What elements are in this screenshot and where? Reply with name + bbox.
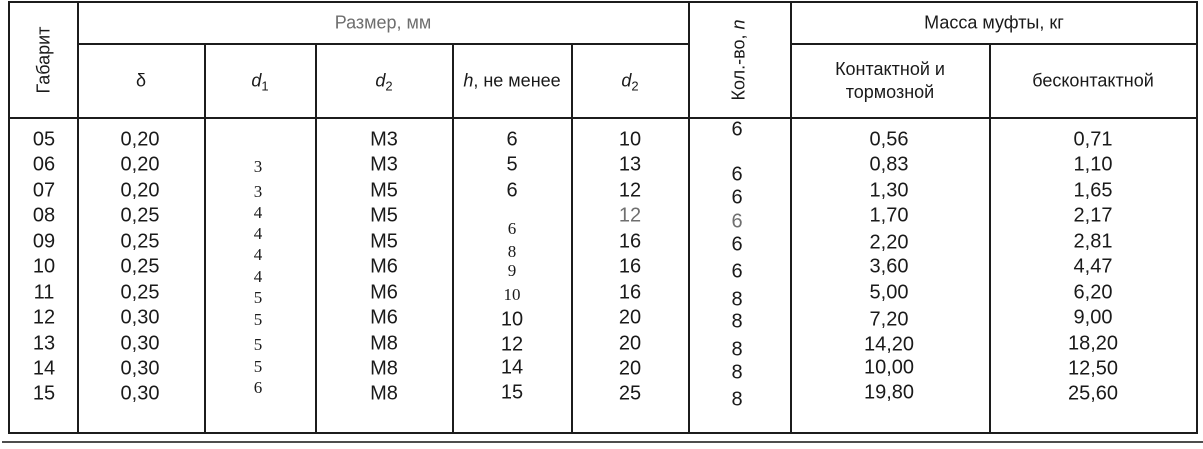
cell-col_delta-6: 0,25 (120, 281, 160, 304)
cell-col_delta-5: 0,25 (120, 255, 160, 278)
cell-col_d2-5: M6 (370, 255, 398, 278)
cell-rows_gabarit-4: 09 (32, 230, 56, 253)
cell-col_mass_contactless-1: 1,10 (1073, 153, 1113, 176)
cell-col_mass_contactless-2: 1,65 (1073, 179, 1113, 202)
header-size-sub-0 (136, 71, 146, 92)
cell-col_d2b-9: 20 (618, 357, 642, 380)
header-sub-subscript: 1 (261, 78, 269, 94)
cell-col_d1-3: 4 (253, 224, 263, 243)
cell-col_mass_contact-2: 1,30 (869, 179, 909, 202)
cell-col_mass_contact-4: 2,20 (869, 231, 909, 254)
cell-col_qty-7: 8 (731, 310, 743, 333)
header-mass-sub-line: тормозной (845, 82, 935, 102)
cell-col_qty-0: 6 (731, 118, 743, 141)
header-mass-sub-line: бесконтактной (1032, 70, 1154, 91)
header-sub-main: δ (135, 70, 147, 91)
header-gabarit: Габарит (33, 26, 54, 94)
cell-col_qty-3: 6 (731, 210, 743, 233)
header-size-sub-1 (251, 71, 268, 92)
cell-col_delta-7: 0,30 (120, 306, 160, 329)
header-size-sub-3 (463, 71, 560, 92)
cell-col_h-7: 10 (500, 308, 524, 331)
cell-col_delta-1: 0,20 (120, 153, 160, 176)
cell-col_delta-0: 0,20 (120, 128, 160, 151)
cell-col_mass_contact-10: 19,80 (863, 381, 915, 404)
header-mass-sub-1 (1032, 70, 1154, 93)
cell-rows_gabarit-3: 08 (32, 204, 56, 227)
cell-col_d1-6: 5 (253, 288, 263, 307)
cell-col_d1-4: 4 (253, 245, 263, 264)
cell-col_d2b-10: 25 (618, 382, 642, 405)
cell-col_mass_contactless-3: 2,17 (1073, 204, 1113, 227)
cell-col_mass_contact-5: 3,60 (869, 255, 909, 278)
cell-col_qty-10: 8 (731, 388, 743, 411)
cell-col_delta-4: 0,25 (120, 230, 160, 253)
cell-col_d2-4: M5 (370, 230, 398, 253)
cell-col_d2b-3: 12 (618, 204, 642, 227)
cell-col_h-3: 6 (507, 219, 517, 238)
cell-col_mass_contactless-4: 2,81 (1073, 230, 1113, 253)
header-sub-main: d (375, 70, 386, 91)
cell-col_h-9: 14 (500, 356, 524, 379)
header-sub-main: d (251, 70, 262, 91)
cell-rows_gabarit-6: 11 (33, 281, 55, 304)
cell-rows_gabarit-10: 15 (32, 382, 56, 405)
cell-col_mass_contactless-9: 12,50 (1067, 357, 1119, 380)
cell-col_d2-6: M6 (370, 281, 398, 304)
cell-rows_gabarit-5: 10 (32, 255, 56, 278)
header-size-sub-4 (621, 71, 638, 92)
cell-rows_gabarit-1: 06 (32, 153, 56, 176)
cell-col_d1-8: 5 (253, 335, 263, 354)
cell-col_d1-5: 4 (253, 267, 263, 286)
cell-col_d2-7: M6 (370, 306, 398, 329)
cell-col_h-0: 6 (506, 128, 518, 151)
cell-col_qty-4: 6 (731, 233, 743, 256)
cell-col_d1-7: 5 (253, 310, 263, 329)
grid-line-vertical (989, 44, 991, 433)
cell-col_qty-9: 8 (731, 361, 743, 384)
table-outer-border (8, 1, 1198, 434)
header-sub-rest: , не менее (473, 70, 561, 91)
header-sub-main: d (621, 70, 632, 91)
grid-line-horizontal (791, 43, 1197, 45)
cell-col_d2b-7: 20 (618, 306, 642, 329)
grid-line-horizontal (9, 117, 1197, 119)
cell-col_mass_contact-0: 0,56 (869, 128, 909, 151)
cell-col_h-4: 8 (507, 242, 517, 261)
cell-col_mass_contact-3: 1,70 (869, 204, 909, 227)
cell-col_d2b-4: 16 (618, 230, 642, 253)
grid-line-vertical (790, 2, 792, 433)
cell-col_mass_contact-6: 5,00 (869, 281, 909, 304)
cell-col_h-1: 5 (506, 153, 518, 176)
cell-col_mass_contact-8: 14,20 (863, 333, 915, 356)
cell-col_d1-10: 6 (253, 378, 263, 397)
cell-col_d2-3: M5 (370, 204, 398, 227)
cell-col_d1-1: 3 (253, 182, 263, 201)
header-mass-sub-0 (835, 58, 945, 104)
cell-col_h-2: 6 (506, 179, 518, 202)
cell-col_qty-2: 6 (731, 186, 743, 209)
cell-col_mass_contact-7: 7,20 (869, 308, 909, 331)
header-mass-group: Масса муфты, кг (924, 12, 1064, 33)
cell-rows_gabarit-7: 12 (32, 306, 56, 329)
cell-col_qty-5: 6 (731, 260, 743, 283)
cell-col_mass_contactless-5: 4,47 (1073, 255, 1113, 278)
cell-col_delta-3: 0,25 (120, 204, 160, 227)
grid-line-vertical (204, 44, 206, 433)
header-qty-symbol: n (728, 19, 749, 30)
cell-col_d2b-5: 16 (618, 255, 642, 278)
grid-line-vertical (688, 2, 690, 433)
header-sub-subscript: 2 (631, 78, 639, 94)
cell-col_d2b-1: 13 (618, 153, 642, 176)
cell-col_d1-9: 5 (253, 357, 263, 376)
cell-col_d2-0: M3 (370, 128, 398, 151)
header-sub-subscript: 2 (385, 78, 393, 94)
header-sub-main: h (463, 70, 474, 91)
cell-rows_gabarit-2: 07 (32, 179, 56, 202)
header-size-sub-2 (375, 71, 392, 92)
cell-col_h-10: 15 (500, 381, 524, 404)
header-mass-sub-line: Контактной и (835, 59, 945, 79)
cell-col_h-8: 12 (500, 333, 524, 356)
cell-col_d2b-8: 20 (618, 332, 642, 355)
cell-col_qty-6: 8 (731, 288, 743, 311)
header-qty (729, 20, 750, 101)
cell-col_delta-8: 0,30 (120, 332, 160, 355)
cell-col_mass_contactless-6: 6,20 (1073, 281, 1113, 304)
cell-col_d1-2: 4 (253, 203, 263, 222)
cell-col_qty-1: 6 (731, 163, 743, 186)
cell-col_h-6: 10 (503, 285, 521, 304)
grid-line-vertical (571, 44, 573, 433)
bottom-horizontal-rule (2, 441, 1203, 443)
grid-line-vertical (77, 2, 79, 433)
cell-col_mass_contactless-10: 25,60 (1067, 382, 1119, 405)
grid-line-vertical (452, 44, 454, 433)
cell-col_d2-8: M8 (370, 332, 398, 355)
cell-col_d2b-6: 16 (618, 281, 642, 304)
grid-line-horizontal (78, 43, 689, 45)
cell-rows_gabarit-0: 05 (32, 128, 56, 151)
cell-col_mass_contact-9: 10,00 (863, 356, 915, 379)
cell-col_mass_contactless-0: 0,71 (1073, 128, 1113, 151)
cell-rows_gabarit-8: 13 (32, 332, 56, 355)
cell-col_mass_contactless-8: 18,20 (1067, 332, 1119, 355)
cell-col_qty-8: 8 (731, 338, 743, 361)
cell-rows_gabarit-9: 14 (32, 357, 56, 380)
cell-col_d2-2: M5 (370, 179, 398, 202)
cell-col_d2-10: M8 (370, 382, 398, 405)
cell-col_d2-9: M8 (370, 357, 398, 380)
cell-col_mass_contactless-7: 9,00 (1073, 306, 1113, 329)
header-size-group: Размер, мм (334, 12, 432, 33)
cell-col_d2b-2: 12 (618, 179, 642, 202)
cell-col_delta-2: 0,20 (120, 179, 160, 202)
cell-col_d2b-0: 10 (618, 128, 642, 151)
cell-col_d2-1: M3 (370, 153, 398, 176)
cell-col_mass_contact-1: 0,83 (869, 153, 909, 176)
header-qty-prefix: Кол.-во, (728, 29, 749, 101)
cell-col_d1-0: 3 (253, 157, 263, 176)
cell-col_delta-10: 0,30 (120, 382, 160, 405)
grid-line-vertical (315, 44, 317, 433)
cell-col_delta-9: 0,30 (120, 357, 160, 380)
cell-col_h-5: 9 (507, 261, 517, 280)
